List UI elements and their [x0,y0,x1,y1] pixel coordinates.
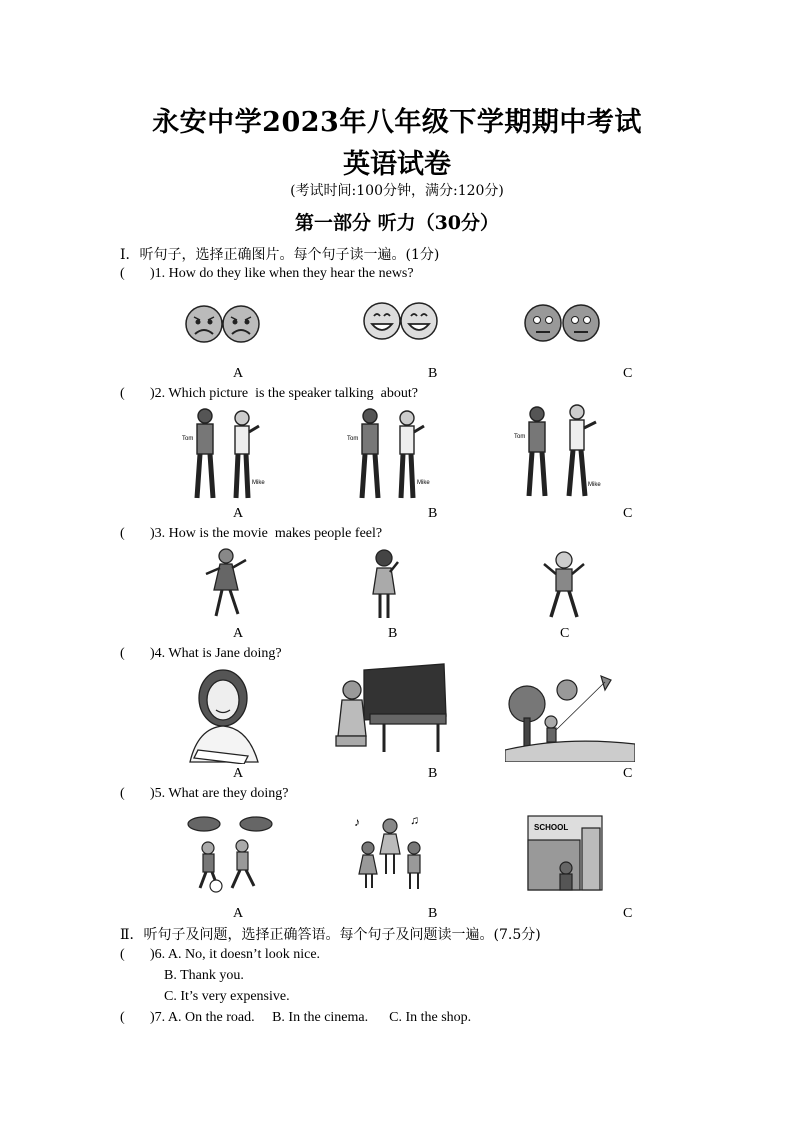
section1-heading: Ⅰ．听句子，选择正确图片。每个句子读一遍。(1分) [120,247,440,263]
q4-label-b: B [428,766,438,781]
q1-label-a: A [233,366,244,381]
q5-label-c: C [623,906,633,921]
q1-label-b: B [428,366,438,381]
question-7: ( )7. A. On the road. B. In the cinema. C. In the shop. [120,1010,472,1025]
question-6: ( )6. A. No, it doesn’t look nice. [120,947,321,962]
question-5: ( )5. What are they doing? [120,786,289,801]
tom-mike-image-b [345,404,435,504]
writing-girl-image [178,664,268,764]
part-title: 第一部分 听力（30分） [294,212,500,234]
q1-label-c: C [623,366,633,381]
q5-label-b: B [428,906,438,921]
svg-text:♫: ♫ [410,813,419,827]
piano-girl-image [334,660,450,754]
q6-option-c: C. It’s very expensive. [164,989,290,1004]
kite-boy-image [505,670,635,762]
q2-label-c: C [623,506,633,521]
happy-faces-image [362,300,440,342]
exam-subtitle: 英语试卷 [343,149,451,180]
name-mike: Mike [588,482,601,488]
tom-mike-image-a [180,404,270,504]
name-tom: Tom [347,436,359,442]
name-mike: Mike [252,480,265,486]
name-mike: Mike [417,480,430,486]
q4-label-c: C [623,766,633,781]
tom-mike-image-c [512,402,607,504]
section2-heading: Ⅱ．听句子及问题，选择正确答语。每个句子及问题读一遍。(7.5分) [120,927,541,943]
q4-label-a: A [233,766,244,781]
q2-label-b: B [428,506,438,521]
school-sign: SCHOOL [534,823,569,832]
neutral-faces-image [523,302,603,344]
q5-label-a: A [233,906,244,921]
question-1: ( )1. How do they like when they hear the news? [120,266,414,281]
singing-kids-image [352,812,434,892]
dancing-girl-image [198,546,254,622]
angry-boy-image [536,546,592,622]
q3-label-b: B [388,626,398,641]
svg-text:♪: ♪ [354,815,360,829]
q2-label-a: A [233,506,244,521]
exam-info: (考试时间:100分钟，满分:120分) [290,183,504,199]
question-4: ( )4. What is Jane doing? [120,646,282,661]
question-2: ( )2. Which picture is the speaker talking about? [120,386,418,401]
sad-faces-image [183,302,263,346]
school-building-image [526,814,604,892]
q3-label-c: C [560,626,570,641]
q3-label-a: A [233,626,244,641]
name-tom: Tom [514,434,526,440]
boys-soccer-image [186,814,274,894]
name-tom: Tom [182,436,194,442]
q6-option-b: B. Thank you. [164,968,244,983]
exam-title: 永安中学2023年八年级下学期期中考试 [152,107,642,138]
singing-girl-image [360,546,410,622]
question-3: ( )3. How is the movie makes people feel? [120,526,383,541]
